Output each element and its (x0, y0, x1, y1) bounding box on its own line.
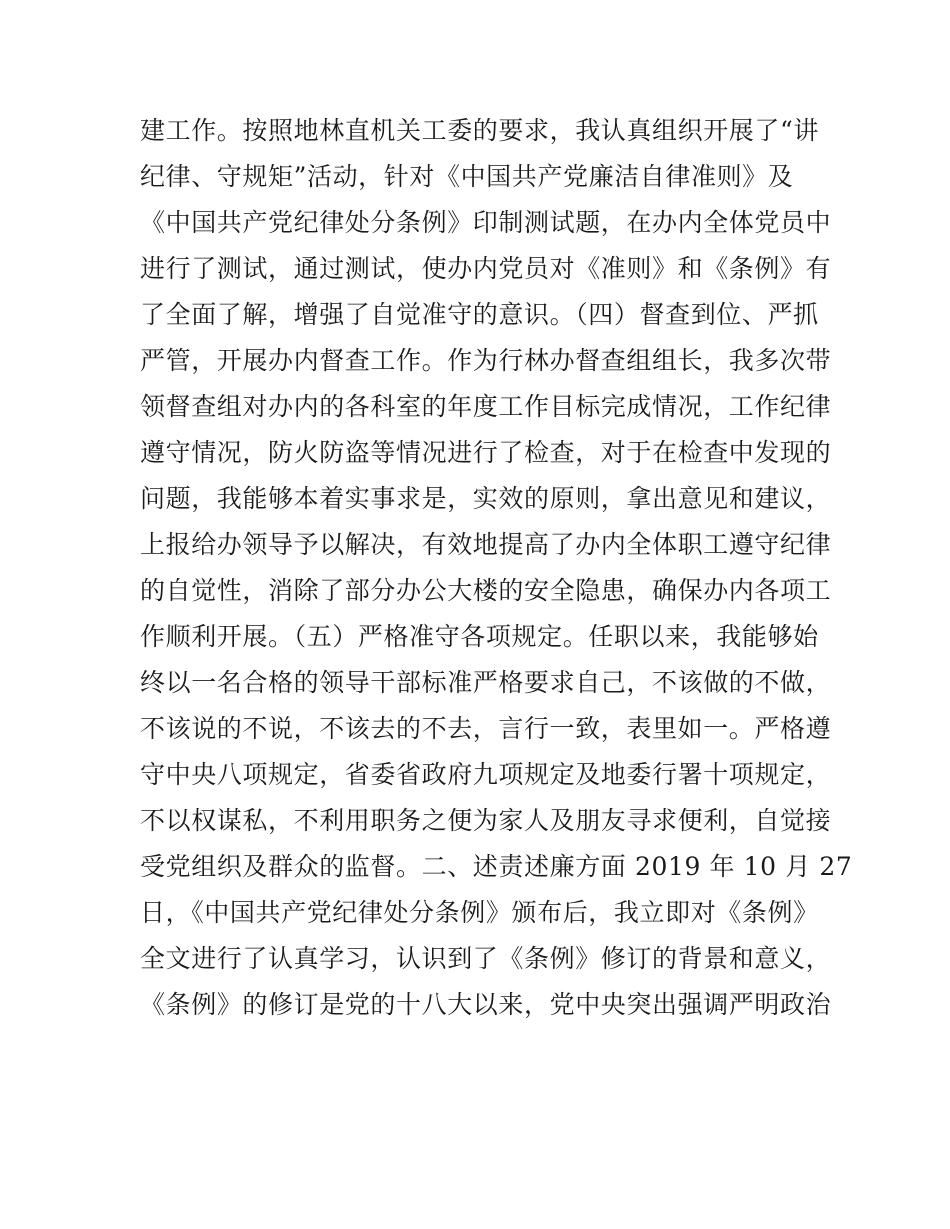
text-line: 《中国共产党纪律处分条例》印制测试题，在办内全体党员中 (140, 208, 832, 237)
text-line: 不该说的不说，不该去的不去，言行一致，表里如一。严格遵 (140, 714, 832, 743)
text-line: 《条例》的修订是党的十八大以来，党中央突出强调严明政治 (140, 990, 832, 1019)
text-line: 作顺利开展。（五）严格准守各项规定。任职以来，我能够始 (140, 622, 819, 651)
text-line: 守中央八项规定，省委省政府九项规定及地委行署十项规定， (140, 760, 832, 789)
text-line: 上报给办领导予以解决，有效地提高了办内全体职工遵守纪律 (140, 530, 832, 559)
text-line: 的自觉性，消除了部分办公大楼的安全隐患，确保办内各项工 (140, 576, 832, 605)
text-line: 受党组织及群众的监督。二、述责述廉方面 2019 年 10 月 27 (140, 852, 853, 881)
text-line: 了全面了解，增强了自觉准守的意识。（四）督查到位、严抓 (140, 300, 819, 329)
text-line: 严管，开展办内督查工作。作为行林办督查组组长，我多次带 (140, 346, 832, 375)
text-line: 问题，我能够本着实事求是，实效的原则，拿出意见和建议， (140, 484, 832, 513)
text-line: 不以权谋私，不利用职务之便为家人及朋友寻求便利，自觉接 (140, 806, 832, 835)
text-line: 全文进行了认真学习，认识到了《条例》修订的背景和意义， (140, 944, 832, 973)
text-line: 领督查组对办内的各科室的年度工作目标完成情况，工作纪律 (140, 392, 832, 421)
text-line: 进行了测试，通过测试，使办内党员对《准则》和《条例》有 (140, 254, 832, 283)
body-text (140, 108, 853, 1028)
text-line: 日，《中国共产党纪律处分条例》颁布后，我立即对《条例》 (140, 898, 819, 927)
text-line: 纪律、守规矩”活动，针对《中国共产党廉洁自律准则》及 (140, 162, 794, 191)
text-line: 终以一名合格的领导干部标准严格要求自己，不该做的不做， (140, 668, 832, 697)
text-line: 建工作。按照地林直机关工委的要求，我认真组织开展了“讲 (140, 116, 819, 145)
text-line: 遵守情况，防火防盗等情况进行了检查，对于在检查中发现的 (140, 438, 832, 467)
